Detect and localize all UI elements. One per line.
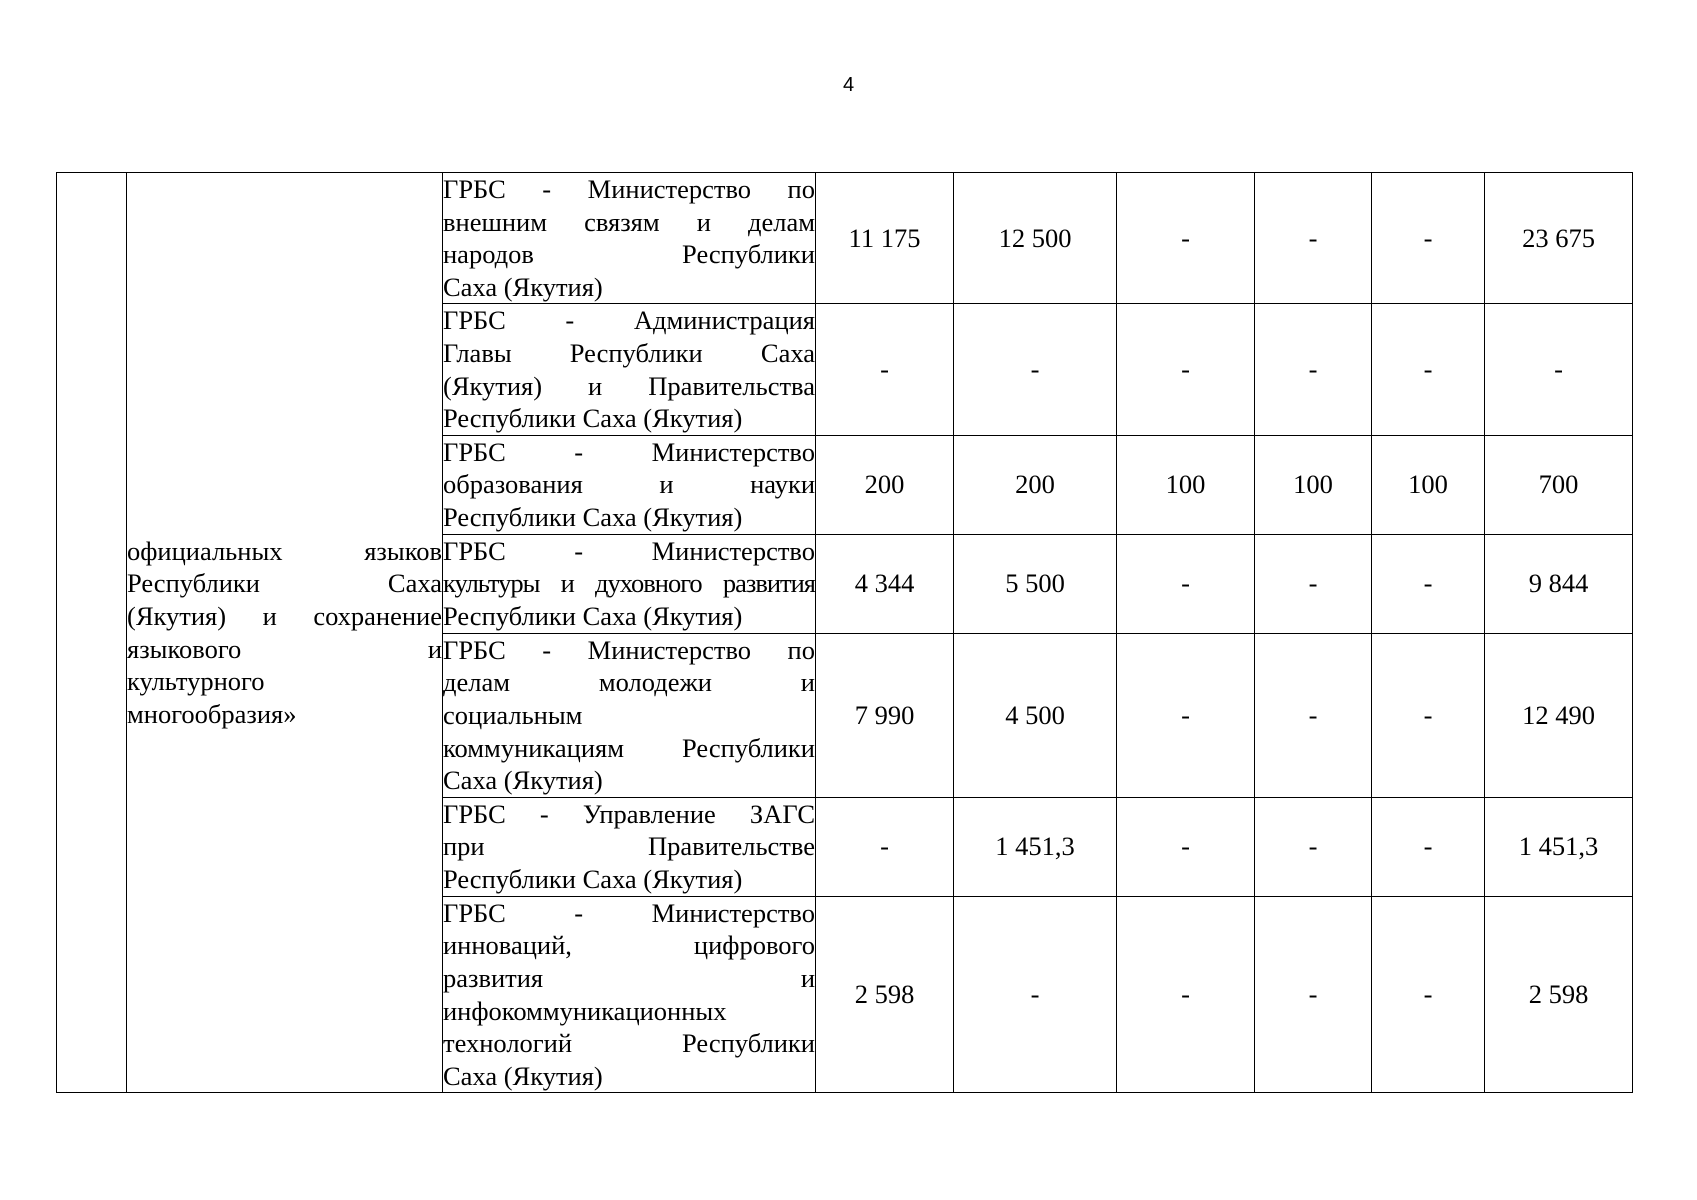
grbs-line: Главы Республики Саха <box>443 337 815 368</box>
value-cell: 200 <box>816 435 954 534</box>
value-cell: - <box>1372 797 1485 896</box>
program-name-line: языкового и <box>127 633 442 664</box>
grbs-line: социальным <box>443 699 583 730</box>
grbs-line: Саха (Якутия) <box>443 271 603 302</box>
value-cell: - <box>954 304 1117 435</box>
program-name-line: официальных языков <box>127 535 442 566</box>
value-cell: - <box>1372 633 1485 797</box>
grbs-line: ГРБС - Министерство по <box>443 174 815 204</box>
grbs-line: делам молодежи и <box>443 667 815 698</box>
grbs-line: народов Республики <box>443 239 815 270</box>
value-cell: - <box>1117 896 1255 1093</box>
value-cell: - <box>1255 896 1372 1093</box>
value-cell: - <box>1372 173 1485 304</box>
value-cell: - <box>1117 304 1255 435</box>
value-cell: 11 175 <box>816 173 954 304</box>
page-number: 4 <box>842 74 855 96</box>
grbs-line: ГРБС - Министерство <box>443 436 815 467</box>
total-cell: 12 490 <box>1485 633 1633 797</box>
value-cell: - <box>954 896 1117 1093</box>
grbs-cell <box>443 435 816 534</box>
grbs-line: внешним связям и делам <box>443 206 815 237</box>
total-cell: 2 598 <box>1485 896 1633 1093</box>
value-cell: 5 500 <box>954 534 1117 633</box>
value-cell: - <box>816 304 954 435</box>
grbs-line: ГРБС - Администрация <box>443 305 815 336</box>
value-cell: - <box>1372 896 1485 1093</box>
program-name-line: многообразия» <box>127 698 297 729</box>
total-cell: 23 675 <box>1485 173 1633 304</box>
program-name-cell <box>127 173 443 1093</box>
total-cell: 700 <box>1485 435 1633 534</box>
value-cell: - <box>1372 304 1485 435</box>
grbs-cell <box>443 633 816 797</box>
total-cell: 9 844 <box>1485 534 1633 633</box>
value-cell: - <box>1372 534 1485 633</box>
value-cell: - <box>1117 633 1255 797</box>
grbs-cell <box>443 797 816 896</box>
grbs-line: инноваций, цифрового <box>443 930 815 961</box>
grbs-line: ГРБС - Министерство <box>443 535 815 566</box>
table-body <box>57 173 1633 1093</box>
value-cell: 200 <box>954 435 1117 534</box>
grbs-line: культуры и духовного развития <box>443 568 815 599</box>
value-cell: 12 500 <box>954 173 1117 304</box>
program-name-line: Республики Саха <box>127 568 442 599</box>
grbs-line: образования и науки <box>443 469 815 500</box>
grbs-line: при Правительстве <box>443 831 815 862</box>
value-cell: - <box>1255 534 1372 633</box>
grbs-cell <box>443 534 816 633</box>
value-cell: - <box>1255 633 1372 797</box>
value-cell: 100 <box>1372 435 1485 534</box>
grbs-line: коммуникациям Республики <box>443 732 815 763</box>
value-cell: 7 990 <box>816 633 954 797</box>
grbs-cell <box>443 304 816 435</box>
value-cell: 4 344 <box>816 534 954 633</box>
value-cell: - <box>1255 173 1372 304</box>
value-cell: 4 500 <box>954 633 1117 797</box>
grbs-line: технологий Республики <box>443 1028 815 1059</box>
total-cell: 1 451,3 <box>1485 797 1633 896</box>
program-name-line: культурного <box>127 666 265 697</box>
value-cell: - <box>1255 304 1372 435</box>
value-cell: - <box>1117 797 1255 896</box>
grbs-line: Саха (Якутия) <box>443 765 603 796</box>
value-cell: 100 <box>1117 435 1255 534</box>
grbs-line: ГРБС - Министерство <box>443 897 815 928</box>
grbs-line: Саха (Якутия) <box>443 1060 603 1091</box>
grbs-line: ГРБС - Министерство по <box>443 634 815 665</box>
value-cell: - <box>1255 797 1372 896</box>
grbs-line: инфокоммуникационных <box>443 995 727 1026</box>
grbs-cell <box>443 896 816 1093</box>
value-cell: 1 451,3 <box>954 797 1117 896</box>
value-cell: - <box>816 797 954 896</box>
value-cell: 100 <box>1255 435 1372 534</box>
grbs-line: (Якутия) и Правительства <box>443 370 815 401</box>
value-cell: 2 598 <box>816 896 954 1093</box>
grbs-line: Республики Саха (Якутия) <box>443 502 743 533</box>
budget-table <box>56 172 1633 1093</box>
total-cell: - <box>1485 304 1633 435</box>
value-cell: - <box>1117 173 1255 304</box>
grbs-cell <box>443 173 816 304</box>
table-row <box>57 173 1633 304</box>
grbs-line: Республики Саха (Якутия) <box>443 403 743 434</box>
value-cell: - <box>1117 534 1255 633</box>
grbs-line: Республики Саха (Якутия) <box>443 601 743 632</box>
grbs-line: ГРБС - Управление ЗАГС <box>443 798 815 829</box>
grbs-line: развития и <box>443 962 815 993</box>
program-name-line: (Якутия) и сохранение <box>127 601 442 632</box>
grbs-line: Республики Саха (Якутия) <box>443 864 743 895</box>
row-number-cell <box>57 173 127 1093</box>
